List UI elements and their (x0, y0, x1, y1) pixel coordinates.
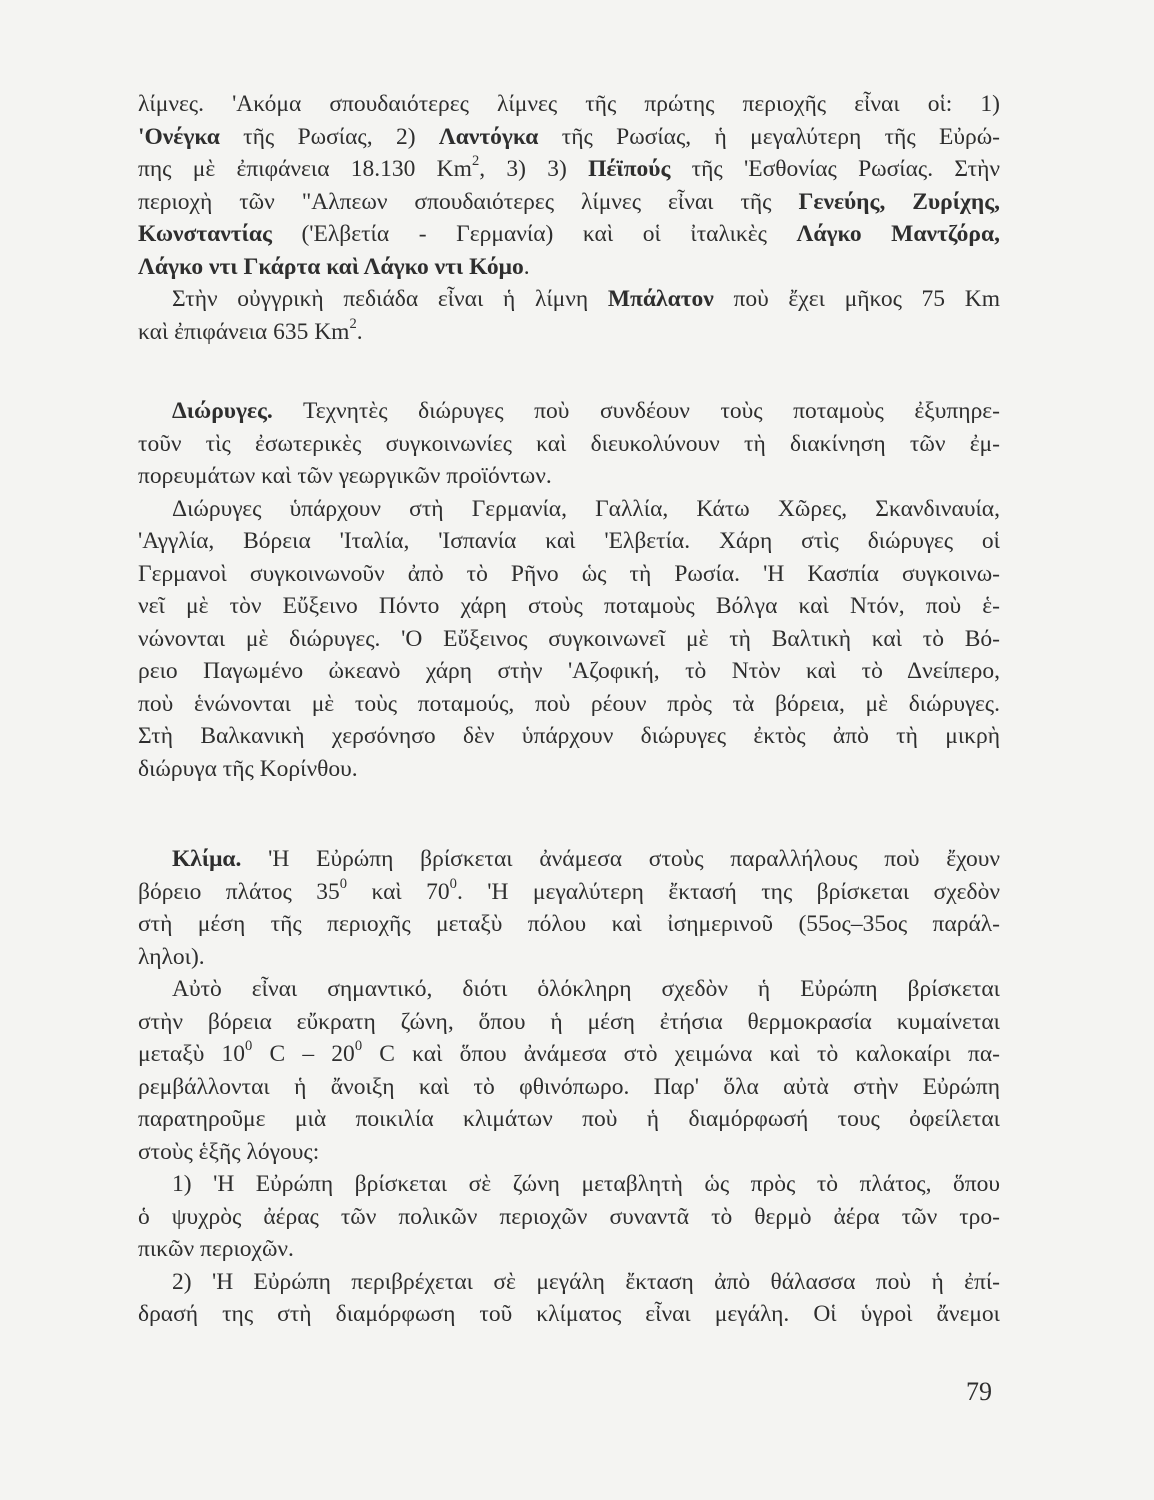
lake-name-constance: Κωνσταντίας (138, 221, 272, 247)
lake-name-ladoga: Λαντόγκα (438, 123, 539, 150)
text-line: ρειο Παγωμένο ὠκεανὸ χάρη στὴν 'Αζοφική, τὸ Ντὸν καὶ τὸ Δνείπερο, (138, 658, 1000, 684)
text-run: Τεχνητὲς διώρυγες ποὺ συνδέουν τοὺς ποταμοὺς ἐξυπηρε- (272, 398, 1000, 424)
text-line (138, 843, 1000, 876)
text-run: C – 20 (252, 1041, 355, 1067)
text-run: ποὺ ἔχει μῆκος 75 Km (713, 286, 1000, 312)
canals-section (138, 395, 1000, 785)
text-run: 'Η Εὐρώπη βρίσκεται ἀνάμεσα στοὺς παραλλήλους ποὺ ἔχουν (241, 846, 1000, 872)
text-line: Στὴ Βαλκανικὴ χερσόνησο δὲν ὑπάρχουν διώρυγες ἐκτὸς ἀπὸ τὴ μικρὴ (138, 723, 1000, 749)
text-run: . (523, 253, 530, 280)
page-number: 79 (966, 1377, 992, 1406)
text-run: πης μὲ ἐπιφάνεια 18.130 Km (138, 156, 472, 182)
text-run: καὶ ἐπιφάνεια 635 Km (138, 318, 350, 345)
text-line (138, 121, 1000, 154)
text-line (138, 316, 1000, 349)
text-run: τῆς Ρωσίας, 2) (219, 123, 439, 150)
text-run: , 3) 3) (479, 156, 589, 182)
text-line: νεῖ μὲ τὸν Εὔξεινο Πόντο χάρη στοὺς ποταμοὺς Βόλγα καὶ Ντόν, ποὺ ἑ- (138, 593, 1000, 619)
text-line: 1) 'Η Εὐρώπη βρίσκεται σὲ ζώνη μεταβλητὴ ὡς πρὸς τὸ πλάτος, ὅπου (172, 1171, 1000, 1197)
text-run: μεταξὺ 10 (138, 1041, 246, 1067)
lake-name-onega: 'Ονέγκα (138, 123, 220, 150)
text-line (138, 876, 1000, 909)
lake-name-balaton: Μπάλατον (607, 286, 714, 312)
text-run: καὶ 70 (347, 878, 450, 905)
lakes-section (138, 88, 1000, 348)
lake-name-peipus: Πέϊπούς (588, 156, 671, 182)
text-line: στὴ μέση τῆς περιοχῆς μεταξὺ πόλου καὶ ἰσημερινοῦ (55ος–35ος παράλ- (138, 911, 1000, 937)
text-line: ποὺ ἑνώνονται μὲ τοὺς ποταμούς, ποὺ ρέουν πρὸς τὰ βόρεια, μὲ διώρυγες. (138, 690, 1000, 717)
text-run: . (356, 318, 363, 345)
lake-name-maggiore: Λάγκο Μαντζόρα, (796, 221, 1000, 247)
text-line (138, 1038, 1000, 1071)
text-line: πικῶν περιοχῶν. (138, 1236, 294, 1262)
text-run: τῆς 'Εσθονίας Ρωσίας. Στὴν (670, 156, 1000, 182)
lake-names-geneva-zurich: Γενεύης, Ζυρίχης, (798, 188, 1000, 215)
text-line: 'Αγγλία, Βόρεια 'Ιταλία, 'Ισπανία καὶ 'Ελβετία. Χάρη στὶς διώρυγες οἱ (138, 528, 1000, 554)
section-heading-canals: Διώρυγες. (172, 398, 273, 424)
text-line: ὁ ψυχρὸς ἀέρας τῶν πολικῶν περιοχῶν συναντᾶ τὸ θερμὸ ἀέρα τῶν τρο- (138, 1203, 1000, 1230)
text-run: ('Ελβετία - Γερμανία) καὶ οἱ ἰταλικὲς (271, 221, 797, 247)
section-heading-climate: Κλίμα. (172, 846, 242, 872)
text-line: πορευμάτων καὶ τῶν γεωργικῶν προϊόντων. (138, 463, 552, 489)
text-line: ληλοι). (138, 943, 205, 970)
text-run: C καὶ ὅπου ἀνάμεσα στὸ χειμώνα καὶ τὸ καλοκαίρι πα- (362, 1041, 1000, 1067)
text-line: παρατηροῦμε μιὰ ποικιλία κλιμάτων ποὺ ἡ διαμόρφωσή τους ὀφείλεται (138, 1106, 1000, 1132)
text-line: στοὺς ἑξῆς λόγους: (138, 1138, 320, 1165)
superscript: 0 (449, 875, 457, 892)
superscript: 2 (349, 315, 357, 332)
text-line (138, 153, 1000, 186)
superscript: 0 (354, 1038, 363, 1055)
climate-section (138, 843, 1000, 1331)
text-line (138, 88, 1000, 121)
lake-names-garda-como: Λάγκο ντι Γκάρτα καὶ Λάγκο ντι Κόμο (138, 253, 524, 280)
text-line: δρασή της στὴ διαμόρφωση τοῦ κλίματος εἶναι μεγάλη. Οἱ ὑγροὶ ἄνεμοι (138, 1301, 1000, 1327)
text-line: Διώρυγες ὑπάρχουν στὴ Γερμανία, Γαλλία, Κάτω Χῶρες, Σκανδιναυία, (172, 495, 1000, 522)
text-line (138, 283, 1000, 316)
text-line: 2) 'Η Εὐρώπη περιβρέχεται σὲ μεγάλη ἔκταση ἀπὸ θάλασσα ποὺ ἡ ἐπί- (172, 1268, 1000, 1295)
text-line (138, 218, 1000, 251)
text-line: Αὐτὸ εἶναι σημαντικό, διότι ὁλόκληρη σχεδὸν ἡ Εὐρώπη βρίσκεται (172, 976, 1000, 1002)
text-line (138, 186, 1000, 219)
text-run: τῆς Ρωσίας, ἡ μεγαλύτερη τῆς Εὐρώ- (538, 123, 1001, 150)
text-line: τοῦν τὶς ἐσωτερικὲς συγκοινωνίες καὶ διευκολύνουν τὴ διακίνηση τῶν ἐμ- (138, 430, 1000, 457)
text-line: διώρυγα τῆς Κορίνθου. (138, 755, 358, 782)
text-run: . 'Η μεγαλύτερη ἔκτασή της βρίσκεται σχεδὸν (456, 878, 1000, 905)
superscript: 0 (339, 875, 348, 892)
text-line (138, 395, 1000, 428)
text-run: λίμνες. 'Ακόμα σπουδαιότερες λίμνες τῆς πρώτης περιοχῆς εἶναι οἱ: 1) (138, 91, 1000, 117)
text-run: Στὴν οὐγγρικὴ πεδιάδα εἶναι ἡ λίμνη (172, 286, 608, 312)
text-line: στὴν βόρεια εὔκρατη ζώνη, ὅπου ἡ μέση ἐτήσια θερμοκρασία κυμαίνεται (138, 1008, 1000, 1035)
superscript: 2 (471, 153, 480, 170)
text-line (138, 251, 1000, 284)
superscript: 0 (245, 1038, 253, 1055)
text-line: Γερμανοὶ συγκοινωνοῦν ἀπὸ τὸ Ρῆνο ὡς τὴ Ρωσία. 'Η Κασπία συγκοινω- (138, 560, 1000, 587)
text-run: βόρειο πλάτος 35 (138, 878, 340, 905)
text-run: περιοχὴ τῶν "Αλπεων σπουδαιότερες λίμνες εἶναι τῆς (138, 188, 799, 215)
text-line: νώνονται μὲ διώρυγες. 'Ο Εὔξεινος συγκοινωνεῖ μὲ τὴ Βαλτικὴ καὶ τὸ Βό- (138, 625, 1000, 652)
text-line: ρεμβάλλονται ἡ ἄνοιξη καὶ τὸ φθινόπωρο. Παρ' ὅλα αὐτὰ στὴν Εὐρώπη (138, 1073, 1000, 1100)
